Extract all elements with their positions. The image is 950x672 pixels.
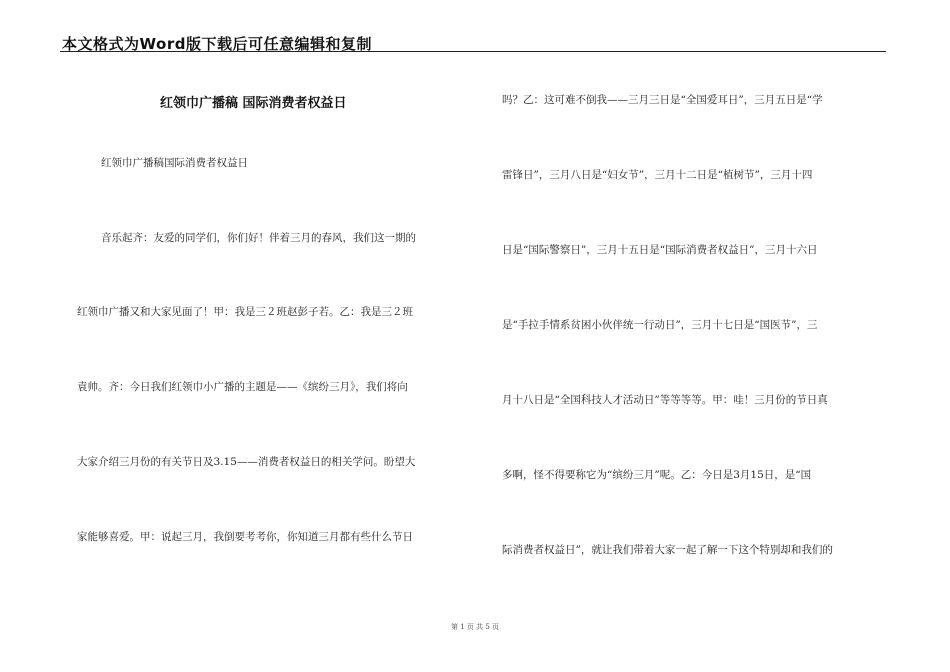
right-paragraph-line: 际消费者权益日”，就让我们带着大家一起了解一下这个特别却和我们的 xyxy=(502,544,833,556)
left-paragraph-line: 红领巾广播又和大家见面了！甲：我是三２班赵彭子若。乙：我是三２班 xyxy=(77,306,413,318)
left-paragraph-line: 红领巾广播稿国际消费者权益日 xyxy=(101,157,248,169)
header-divider xyxy=(60,51,886,52)
document-title: 红领巾广播稿 国际消费者权益日 xyxy=(160,96,347,111)
right-paragraph-line: 雷锋日”，三月八日是“妇女节”，三月十二日是“植树节”，三月十四 xyxy=(502,169,813,181)
right-paragraph-line: 多啊，怪不得要称它为“缤纷三月”呢。乙：今日是3月15日，是“国 xyxy=(502,469,812,481)
document-header: 本文格式为Word版下载后可任意编辑和复制 xyxy=(62,35,372,53)
right-paragraph-line: 日是“国际警察日”，三月十五日是“国际消费者权益日”，三月十六日 xyxy=(502,244,818,256)
right-paragraph-line: 月十八日是“全国科技人才活动日”等等等等。甲：哇！三月份的节日真 xyxy=(502,394,828,406)
left-paragraph-line: 袁帅。齐：今日我们红领巾小广播的主题是——《缤纷三月》，我们将向 xyxy=(77,381,408,393)
page-number: 第 1 页 共 5 页 xyxy=(450,623,500,631)
left-paragraph-line: 大家介绍三月份的有关节日及3.15——消费者权益日的相关学问。盼望大 xyxy=(77,456,416,468)
left-paragraph-line: 音乐起齐：友爱的同学们，你们好！伴着三月的春风，我们这一期的 xyxy=(101,232,416,244)
right-paragraph-line: 吗？乙：这可难不倒我——三月三日是“全国爱耳日”，三月五日是“学 xyxy=(502,94,823,106)
left-paragraph-line: 家能够喜爱。甲：说起三月，我倒要考考你，你知道三月都有些什么节日 xyxy=(77,531,413,543)
right-paragraph-line: 是“手拉手情系贫困小伙伴统一行动日”，三月十七日是“国医节”，三 xyxy=(502,319,818,331)
